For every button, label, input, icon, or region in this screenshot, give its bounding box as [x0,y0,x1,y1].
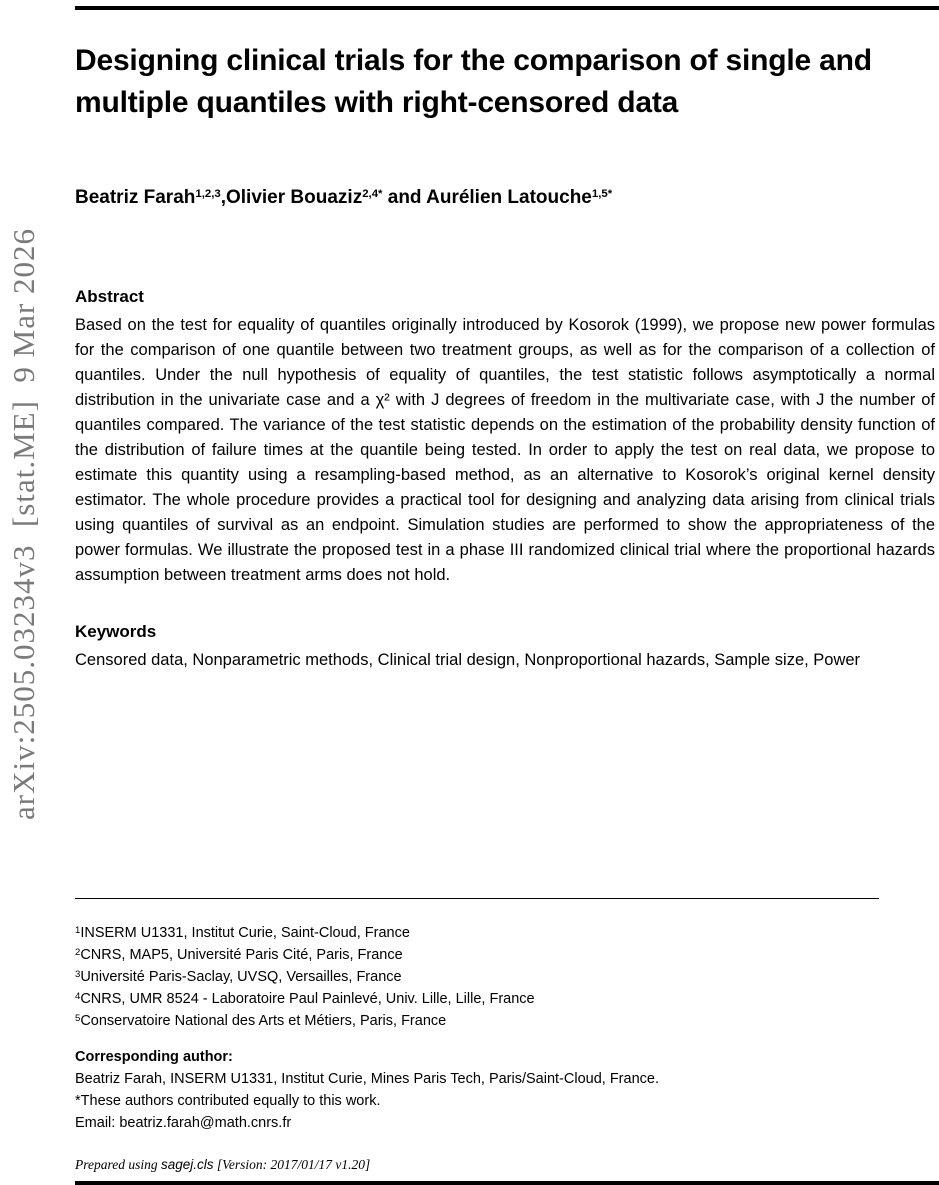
paper-title: Designing clinical trials for the comparison of single and multiple quantiles with right-censored data [75,44,872,119]
author-name-2: ,Olivier Bouaziz [220,187,363,208]
corresponding-author-address: Beatriz Farah, INSERM U1331, Institut Curie, Mines Paris Tech, Paris/Saint-Cloud, France. [75,1071,659,1087]
affiliation-footnote-2 [75,945,879,967]
email-address: beatriz.farah@math.cnrs.fr [119,1115,292,1131]
keywords-heading: Keywords [75,622,157,641]
keywords-text: Censored data, Nonparametric methods, Clinical trial design, Nonproportional hazards, Sample size, Power [75,651,861,669]
abstract-text: Based on the test for equality of quantiles originally introduced by Kosorok (1999), we propose new power formulas for the comparison of one quantile between two treatment groups, as well as for the comparison of a collection of quantiles. Under the null hypothesis of equality of quantiles, the test statistic follows asymptotically a normal distribution in the univariate case and a χ² with J degrees of freedom in the multivariate case, with J the number of quantiles compared. The variance of the test statistic depends on the estimation of the probability density function of the distribution of failure times at the quantile being tested. In order to apply the test on real data, we propose to estimate this quantity using a resampling-based method, as an alternative to Kosorok’s original kernel density estimator. The whole procedure provides a practical tool for designing and analyzing data arising from clinical trials using quantiles of survival as an endpoint. Simulation studies are performed to show the appropriateness of the power formulas. We illustrate the proposed test in a phase III randomized clinical trial where the proportional hazards assumption between treatment arms does not hold. [75,316,935,584]
affiliation-footnote-5 [75,1011,879,1033]
paper-content [75,40,935,673]
footnote-text-4: CNRS, UMR 8524 - Laboratoire Paul Painlevé, Univ. Lille, Lille, France [80,991,535,1007]
prepared-using-line [75,1157,370,1173]
author-affiliations-3: 1,5* [591,188,613,201]
affiliation-footnote-4 [75,989,879,1011]
author-affiliations-2: 2,4* [362,188,383,201]
author-line [75,187,935,209]
email-label: Email: [75,1115,120,1131]
top-rule [75,6,939,10]
footnote-text-1: INSERM U1331, Institut Curie, Saint-Cloud, France [80,925,410,941]
equal-contribution-note: *These authors contributed equally to this work. [75,1093,381,1109]
cls-version: [Version: 2017/01/17 v1.20] [213,1157,371,1172]
footnote-marker-2: 2 [75,947,81,959]
affiliation-footnote-3 [75,967,879,989]
author-affiliations-1: 1,2,3 [195,188,221,201]
email-line [75,1112,879,1134]
footnote-rule [75,898,879,899]
author-name-3: and Aurélien Latouche [382,187,592,208]
footnote-text-2: CNRS, MAP5, Université Paris Cité, Paris, France [80,947,403,963]
corresponding-author-heading: Corresponding author: [75,1049,233,1065]
footnote-text-3: Université Paris-Saclay, UVSQ, Versailles, France [80,969,402,985]
author-name-1: Beatriz Farah [75,187,196,208]
affiliation-footnote-1 [75,923,879,945]
footnote-area [75,898,879,1134]
footnote-marker-5: 5 [75,1013,81,1025]
footnote-marker-3: 3 [75,969,81,981]
arxiv-stamp: arXiv:2505.03234v3 [stat.ME] 9 Mar 2026 [6,227,41,820]
footnote-marker-1: 1 [75,925,81,937]
cls-file-name: sagej.cls [161,1157,214,1172]
prepared-prefix: Prepared using [75,1157,161,1172]
abstract-heading: Abstract [75,287,144,306]
footnote-text-5: Conservatoire National des Arts et Métiers, Paris, France [80,1013,447,1029]
bottom-rule [75,1181,939,1185]
footnote-marker-4: 4 [75,991,81,1003]
